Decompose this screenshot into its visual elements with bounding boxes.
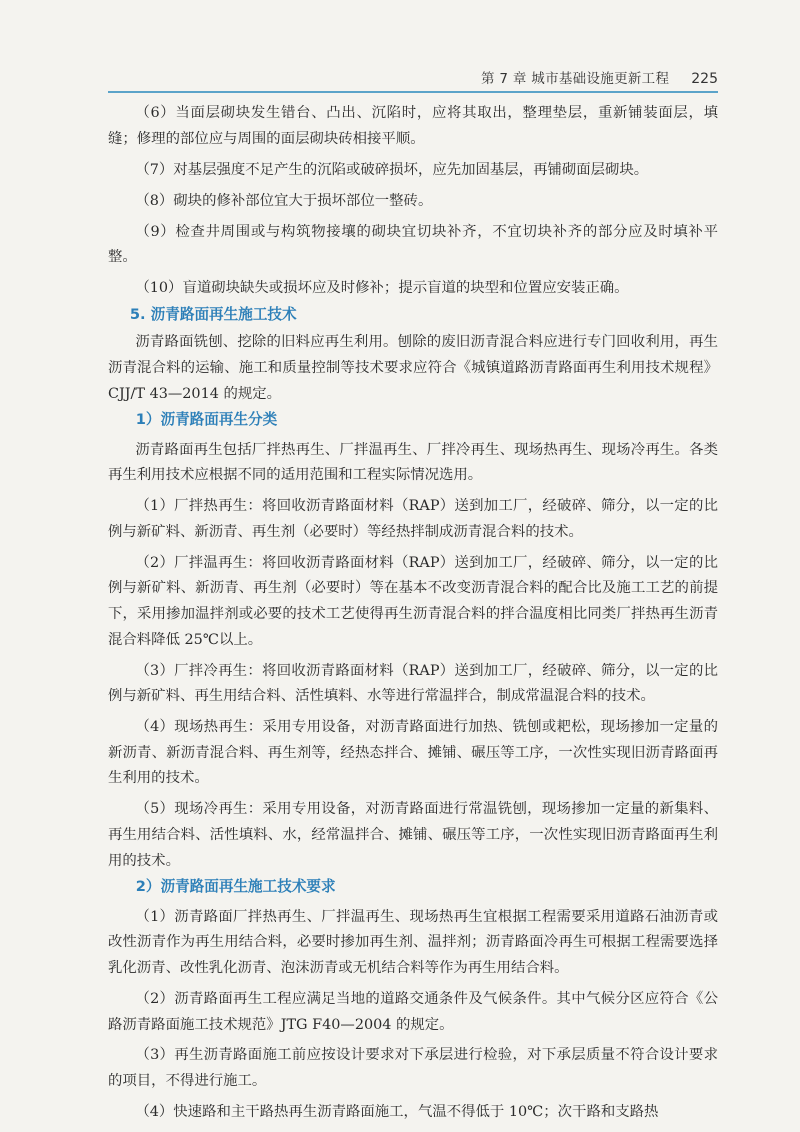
requirement-item-1: （1）沥青路面厂拌热再生、厂拌温再生、现场热再生宜根据工程需要采用道路石油沥青或改性沥青作为再生用结合料，必要时掺加再生剂、温拌剂；沥青路面冷再生可根据工程需要选择乳化沥青、改性乳化沥青、泡沫沥青或无机结合料等作为再生用结合料。 — [108, 908, 718, 976]
subsection-heading-2: 2）沥青路面再生施工技术要求 — [135, 878, 336, 896]
subsection-heading-1: 1）沥青路面再生分类 — [135, 411, 278, 429]
paragraph-item-6: （6）当面层砌块发生错台、凸出、沉陷时，应将其取出，整理垫层，重新铺装面层，填缝；修理的部位应与周围的面层砌块砖相接平顺。 — [108, 105, 718, 147]
requirement-item-4: （4）快速路和主干路热再生沥青路面施工，气温不得低于 10℃；次干路和支路热 — [135, 1104, 659, 1121]
paragraph-item-8: （8）砌块的修补部位宜大于损坏部位一整砖。 — [135, 192, 433, 209]
classification-item-1: （1）厂拌热再生：将回收沥青路面材料（RAP）送到加工厂，经破碎、筛分，以一定的比例与新矿料、新沥青、再生剂（必要时）等经热拌制成沥青混合料的技术。 — [108, 498, 718, 540]
section-heading-5: 5. 沥青路面再生施工技术 — [129, 305, 297, 323]
classification-item-5: （5）现场冷再生：采用专用设备，对沥青路面进行常温铣刨，现场掺加一定量的新集料、再生用结合料、活性填料、水，经常温拌合、摊铺、碾压等工序，一次性实现旧沥青路面再生利用的技术。 — [108, 801, 718, 869]
paragraph-item-10: （10）盲道砌块缺失或损坏应及时修补；提示盲道的块型和位置应安装正确。 — [135, 280, 629, 297]
running-header — [108, 63, 718, 93]
page-number: 225 — [691, 71, 718, 87]
requirement-item-2: （2）沥青路面再生工程应满足当地的道路交通条件及气候条件。其中气候分区应符合《公路沥青路面施工技术规范》JTG F40—2004 的规定。 — [108, 990, 718, 1033]
subsection-1-intro: 沥青路面再生包括厂拌热再生、厂拌温再生、厂拌冷再生、现场热再生、现场冷再生。各类再生利用技术应根据不同的适用范围和工程实际情况选用。 — [108, 441, 718, 484]
classification-item-4: （4）现场热再生：采用专用设备，对沥青路面进行加热、铣刨或耙松，现场掺加一定量的新沥青、新沥青混合料、再生剂等，经热态拌合、摊铺、碾压等工序，一次性实现旧沥青路面再生利用的技术。 — [108, 719, 718, 787]
paragraph-item-9: （9）检查井周围或与构筑物接壤的砌块宜切块补齐，不宜切块补齐的部分应及时填补平整。 — [108, 223, 718, 266]
chapter-title: 第 7 章 城市基础设施更新工程 — [481, 71, 670, 87]
paragraph-item-7: （7）对基层强度不足产生的沉陷或破碎损坏，应先加固基层，再铺砌面层砌块。 — [135, 161, 649, 178]
section-5-intro: 沥青路面铣刨、挖除的旧料应再生利用。刨除的废旧沥青混合料应进行专门回收利用，再生沥青混合料的运输、施工和质量控制等技术要求应符合《城镇道路沥青路面再生利用技术规程》CJJ/T 43—2014 的规定。 — [108, 334, 718, 402]
requirement-item-3: （3）再生沥青路面施工前应按设计要求对下承层进行检验，对下承层质量不符合设计要求的项目，不得进行施工。 — [108, 1047, 718, 1090]
classification-item-2: （2）厂拌温再生：将回收沥青路面材料（RAP）送到加工厂，经破碎、筛分，以一定的比例与新矿料、新沥青、再生剂（必要时）等在基本不改变沥青混合料的配合比及施工工艺的前提下，采用掺加温拌剂或必要的技术工艺使得再生沥青混合料的拌合温度相比同类厂拌热再生沥青混合料降低 25℃以上。 — [108, 554, 718, 648]
body-text — [108, 101, 718, 1131]
classification-item-3: （3）厂拌冷再生：将回收沥青路面材料（RAP）送到加工厂，经破碎、筛分，以一定的比例与新矿料、再生用结合料、活性填料、水等进行常温拌合，制成常温混合料的技术。 — [108, 662, 718, 705]
